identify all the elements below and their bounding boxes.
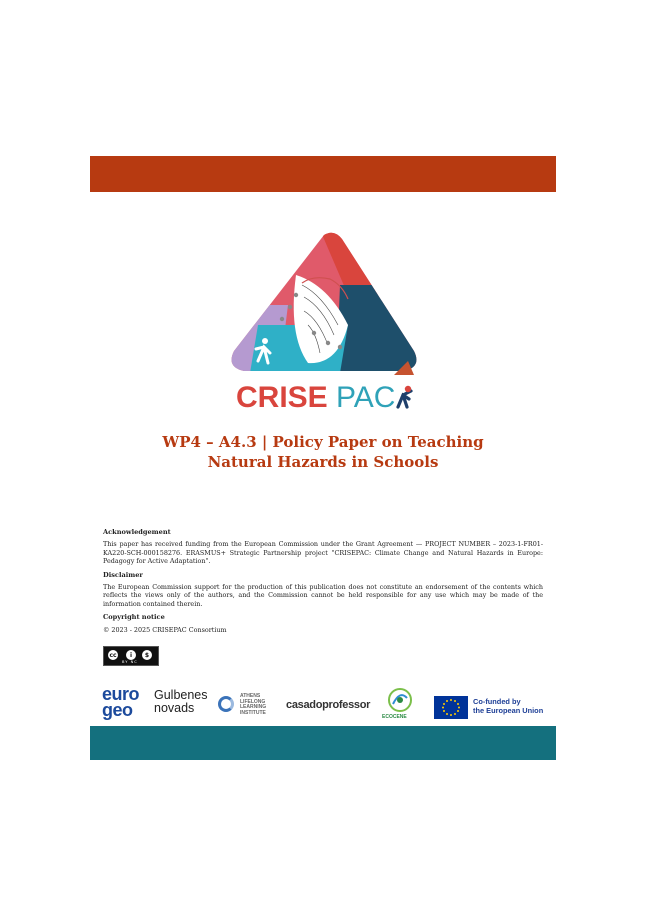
- eu-flag-icon: [434, 696, 468, 719]
- crisepac-logo: [218, 215, 430, 425]
- license-label: BY NC: [122, 660, 138, 664]
- title-line-2: Natural Hazards in Schools: [207, 453, 439, 471]
- partner-logos: [90, 686, 556, 724]
- cc-icon: cc: [107, 649, 119, 661]
- ecocene-logo: ECOCENE: [380, 686, 420, 722]
- logo-wordmark-crise: CRISE: [236, 381, 328, 414]
- logo-wordmark-pac: PAC: [336, 381, 396, 414]
- title-line-1: WP4 – A4.3 | Policy Paper on Teaching: [162, 433, 484, 451]
- athens-logo: ATHENS LIFELONG LEARNING INSTITUTE: [218, 694, 290, 720]
- disclaimer-text: The European Commission support for the production of this publication does not constitute an endorsement of the contents which reflects the views only of the authors, and the Commission cannot be held responsible for any use which may be made of the information contained therein.: [103, 583, 543, 608]
- casadoprofessor-logo: casadoprofessor: [286, 699, 371, 711]
- eurogeo-logo: euro geo: [102, 684, 140, 720]
- acknowledgement-heading: Acknowledgement: [103, 528, 171, 536]
- gulbenes-logo: Gulbenes novads: [154, 688, 208, 715]
- notices-section: [103, 528, 543, 639]
- document-title: [90, 432, 556, 472]
- header-band: [90, 156, 556, 192]
- disclaimer-heading: Disclaimer: [103, 570, 143, 579]
- copyright-text: © 2023 - 2025 CRISEPAC Consortium: [103, 625, 227, 634]
- nc-icon: $: [141, 649, 153, 661]
- copyright-heading: Copyright notice: [103, 613, 165, 622]
- eu-cofunded-text: Co-funded by the European Union: [473, 697, 544, 715]
- by-icon: i: [125, 649, 137, 661]
- acknowledgement-text: This paper has received funding from the European Commission under the Grant Agreement — PROJECT NUMBER – 2023-1-FR01-KA220-SCH-000158276. ERASMUS+ Strategic Partnership project "CRISEPAC: Climate Change and Natural Hazards in Europe: Pedagogy for Active Adaptation".: [103, 540, 543, 566]
- cc-license-badge: [103, 646, 159, 666]
- footer-band: [90, 726, 556, 760]
